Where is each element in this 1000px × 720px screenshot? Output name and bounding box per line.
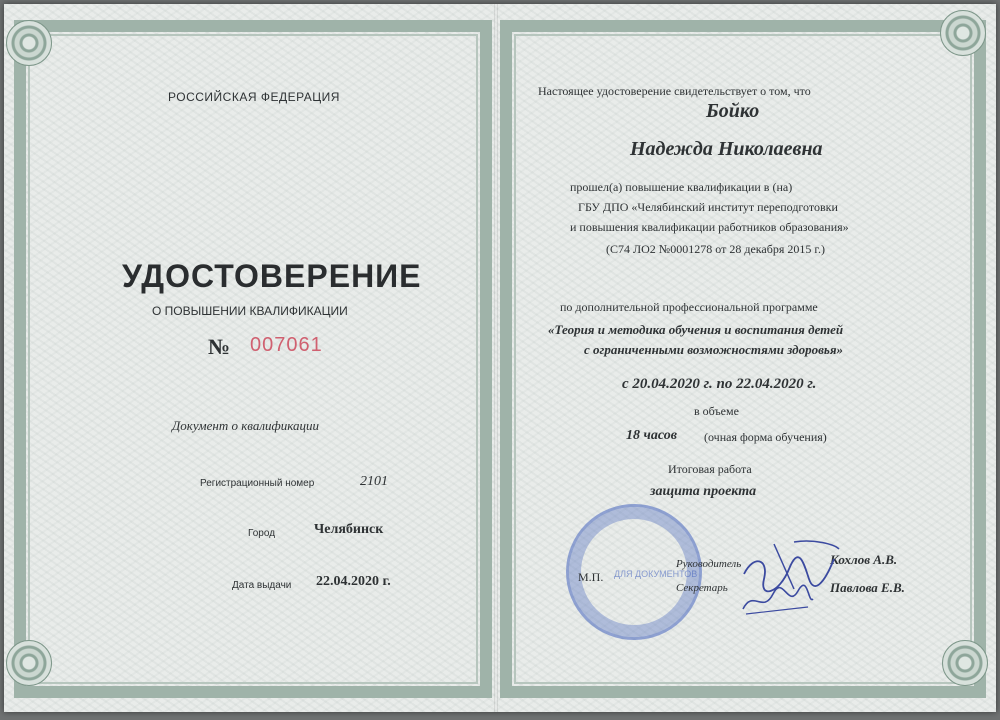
certificate-subtitle: О ПОВЫШЕНИИ КВАЛИФИКАЦИИ xyxy=(152,304,348,318)
city-value: Челябинск xyxy=(314,522,384,537)
intro-text: Настоящее удостоверение свидетельствует о том, что xyxy=(538,84,811,98)
secretary-label: Секретарь xyxy=(676,582,728,594)
final-work-label: Итоговая работа xyxy=(668,462,752,476)
stamp-text: ДЛЯ ДОКУМЕНТОВ xyxy=(614,569,698,579)
certificate-number: 007061 xyxy=(250,334,323,356)
final-work-value: защита проекта xyxy=(650,484,757,499)
volume-label: в объеме xyxy=(694,404,739,418)
hours-value: 18 часов xyxy=(626,428,677,443)
city-label: Город xyxy=(248,528,276,539)
certificate-document xyxy=(4,4,996,712)
program-intro: по дополнительной профессиональной программе xyxy=(560,300,818,314)
recipient-name: Надежда Николаевна xyxy=(630,138,823,160)
head-name: Кохлов А.В. xyxy=(830,552,898,567)
rosette-ornament xyxy=(942,640,988,686)
left-page-frame xyxy=(14,20,492,698)
institution-line-2: и повышения квалификации работников образования» xyxy=(570,220,849,234)
secretary-signature xyxy=(738,579,818,619)
registration-value: 2101 xyxy=(360,474,388,489)
secretary-name: Павлова Е.В. xyxy=(830,580,905,595)
number-sign: № xyxy=(208,334,231,359)
certificate-title: УДОСТОВЕРЕНИЕ xyxy=(122,258,422,294)
seal-placeholder-label: М.П. xyxy=(578,570,604,584)
rosette-ornament xyxy=(6,20,52,66)
institution-line-1: ГБУ ДПО «Челябинский институт переподготовки xyxy=(578,200,838,214)
training-period: с 20.04.2020 г. по 22.04.2020 г. xyxy=(622,376,817,392)
program-line-2: с ограниченными возможностями здоровья» xyxy=(584,342,844,357)
registration-label: Регистрационный номер xyxy=(200,478,315,489)
document-type: Документ о квалификации xyxy=(172,418,319,433)
recipient-surname: Бойко xyxy=(706,100,760,122)
issue-date-value: 22.04.2020 г. xyxy=(316,574,391,589)
program-line-1: «Теория и методика обучения и воспитания детей xyxy=(548,322,844,337)
passed-text: прошел(а) повышение квалификации в (на) xyxy=(570,180,793,194)
license-text: (С74 ЛО2 №0001278 от 28 декабря 2015 г.) xyxy=(606,242,825,256)
rosette-ornament xyxy=(940,10,986,56)
issue-date-label: Дата выдачи xyxy=(232,580,292,591)
study-form: (очная форма обучения) xyxy=(704,430,827,444)
country-label: РОССИЙСКАЯ ФЕДЕРАЦИЯ xyxy=(168,90,340,104)
page-fold xyxy=(494,4,498,712)
rosette-ornament xyxy=(6,640,52,686)
head-label: Руководитель xyxy=(676,558,742,570)
